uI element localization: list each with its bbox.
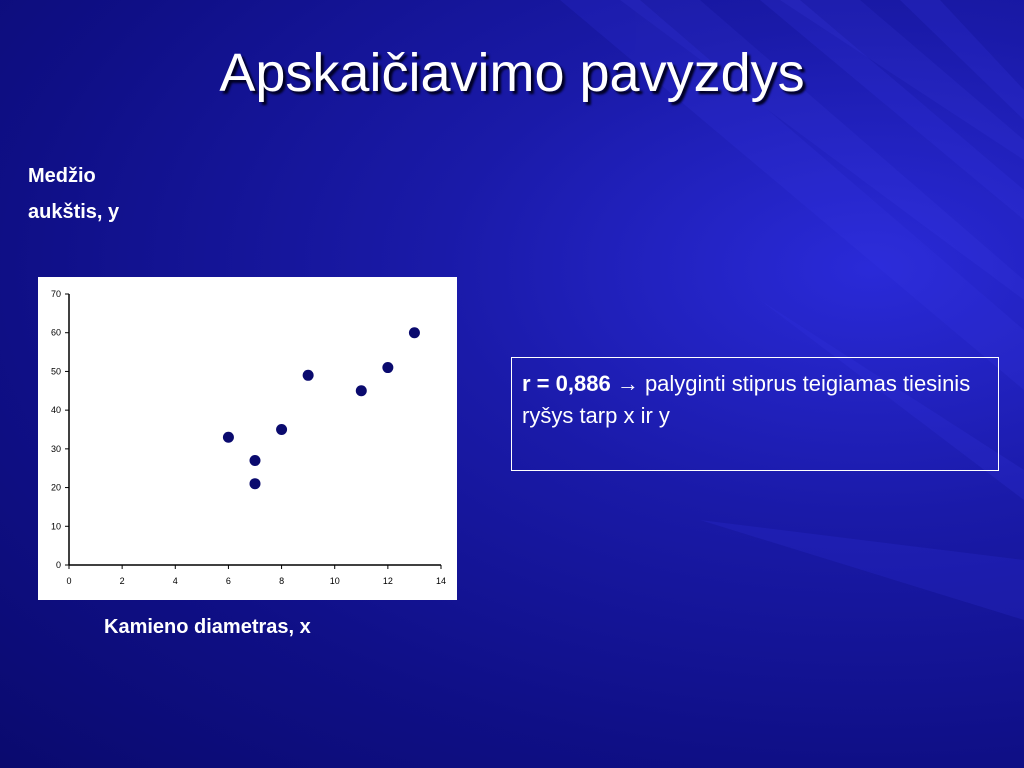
y-tick-label: 0 [55,560,61,570]
y-tick-label: 10 [50,521,61,532]
y-tick-label: 50 [50,366,61,377]
y-tick-label: 20 [50,482,61,493]
data-point [303,370,314,381]
data-point [250,455,261,466]
y-axis-title-line1: Medžio [28,165,96,187]
data-point [382,362,393,373]
data-point [356,385,367,396]
correlation-value: r = 0,886 [522,371,611,396]
data-point [276,424,287,435]
x-tick-label: 6 [225,576,231,586]
x-tick-label: 12 [382,576,393,586]
x-tick-label: 8 [279,576,285,586]
x-tick-label: 4 [172,576,178,586]
x-tick-label: 2 [119,576,125,586]
y-axis-title [28,164,148,224]
y-tick-label: 70 [50,289,61,299]
arrow-icon: → [616,371,639,396]
x-axis-title: Kamieno diametras, x [104,616,311,638]
slide-title: Apskaičiavimo pavyzdys [219,43,805,103]
y-tick-label: 60 [50,327,61,338]
data-point [250,478,261,489]
correlation-interpretation: palyginti stiprus teigiamas tiesinis ryšys tarp x ir y [522,371,971,428]
correlation-note-box [511,357,999,471]
x-tick-label: 14 [435,576,447,586]
data-point [409,327,420,338]
y-tick-label: 30 [50,443,61,454]
data-point [223,432,234,443]
x-tick-label: 0 [66,576,72,586]
scatter-chart [38,277,457,600]
y-tick-label: 40 [50,405,61,416]
x-tick-label: 10 [329,576,340,586]
scatter-chart-svg [38,277,457,600]
y-axis-title-line2: aukštis, y [28,201,120,223]
